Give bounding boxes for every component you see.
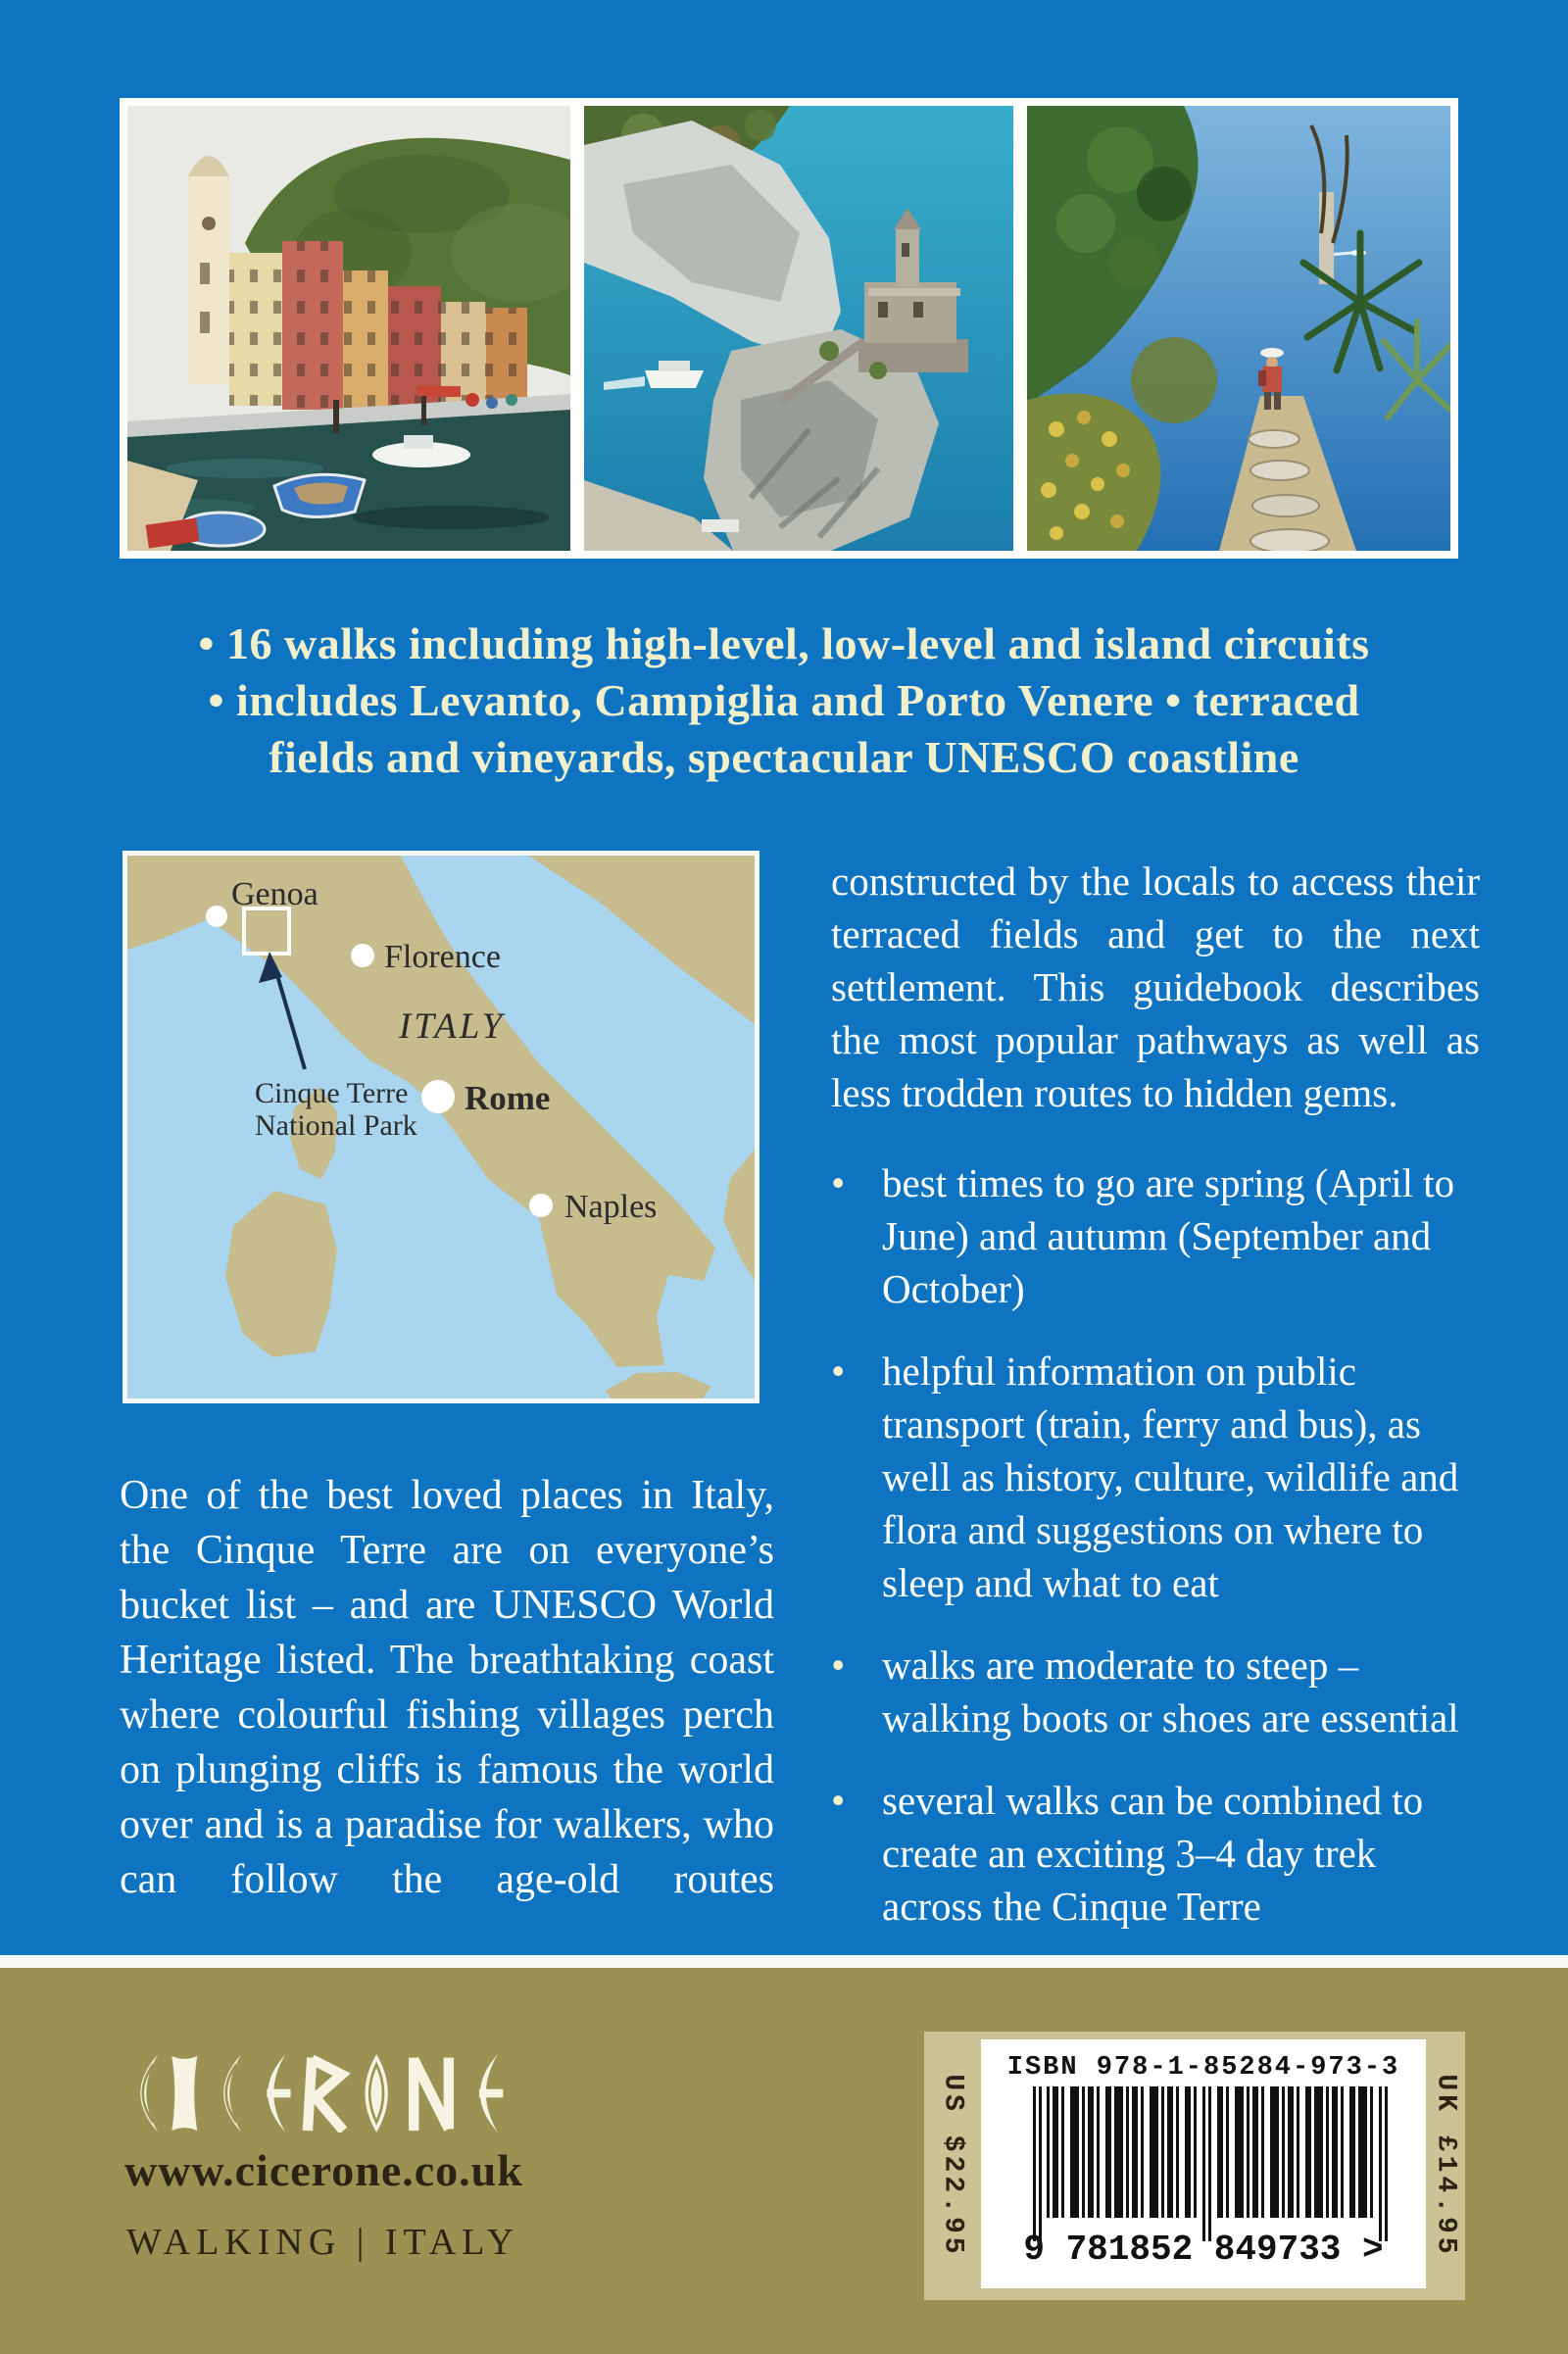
- park-label-line1: Cinque Terre: [255, 1077, 409, 1109]
- genoa-dot: [206, 906, 227, 927]
- cover-highlights: [118, 615, 1450, 786]
- feature-bullet: [831, 1774, 1480, 1933]
- barcode-digits: 9 781852 849733 >: [1023, 2230, 1384, 2267]
- bullet-icon: •: [831, 1160, 846, 1205]
- rome-dot: [421, 1080, 455, 1113]
- price-uk: UK £14.95: [1430, 2074, 1461, 2258]
- bullet-icon: •: [831, 1778, 846, 1823]
- footer-divider: [0, 1955, 1568, 1968]
- photo-coastal-path-hiker: [1027, 106, 1450, 551]
- bullet-icon: •: [831, 1643, 846, 1688]
- italy-locator-map: [122, 851, 760, 1403]
- barcode-panel: [981, 2039, 1426, 2288]
- price-strip-uk: [1426, 2032, 1465, 2300]
- highlight-line-3: fields and vineyards, spectacular UNESCO coastline: [269, 732, 1299, 782]
- florence-dot: [351, 944, 374, 967]
- highlight-line-2: • includes Levanto, Campiglia and Porto Venere • terraced: [208, 675, 1360, 725]
- rome-label: Rome: [465, 1079, 551, 1117]
- genoa-label: Genoa: [231, 876, 318, 912]
- publisher-url: www.cicerone.co.uk: [124, 2145, 523, 2195]
- photo-vernazza-harbour: [127, 106, 570, 551]
- naples-label: Naples: [564, 1189, 658, 1225]
- feature-bullet-list: [831, 1156, 1480, 1933]
- blurb-paragraph-left: One of the best loved places in Italy, the Cinque Terre are on everyone’s bucket list – and are UNESCO World Heritage listed. The breathtaking coast where colourful fishing villages perch on plunging cliffs is famous the world over and is a paradise for walkers, who can follow the age-old routes: [120, 1473, 774, 1902]
- ean-barcode: [1005, 2086, 1401, 2267]
- bullet-text: helpful information on public transport (train, ferry and bus), as well as history, culture, wildlife and flora and suggestions on where to sleep and what to eat: [882, 1349, 1459, 1605]
- highlight-line-1: • 16 walks including high-level, low-level and island circuits: [198, 618, 1370, 668]
- price-us: US $22.95: [937, 2074, 968, 2258]
- cicerone-logo-text: [0, 0, 1, 1]
- cicerone-logo-icon: [122, 2054, 505, 2133]
- series-category: WALKING | ITALY: [126, 2222, 520, 2263]
- right-column: [831, 855, 1480, 1933]
- blurb-paragraph-right: constructed by the locals to access their terraced fields and get to the next settlement. This guidebook describes the most popular pathways as well as less trodden routes to hidden gems.: [831, 858, 1480, 1115]
- bullet-text: walks are moderate to steep – walking boots or shoes are essential: [882, 1643, 1459, 1741]
- florence-label: Florence: [384, 939, 501, 975]
- bullet-text: several walks can be combined to create an exciting 3–4 day trek across the Cinque Terre: [882, 1778, 1424, 1929]
- photo-porto-venere: [584, 106, 1013, 551]
- naples-dot: [529, 1194, 553, 1217]
- isbn-number: ISBN 978-1-85284-973-3: [1006, 2053, 1400, 2083]
- feature-bullet: [831, 1345, 1480, 1609]
- photo-strip: [120, 98, 1458, 559]
- bullet-icon: •: [831, 1349, 846, 1394]
- price-strip-us: [924, 2032, 981, 2300]
- barcode-block: [924, 2032, 1465, 2300]
- feature-bullet: [831, 1639, 1480, 1744]
- park-label-line2: National Park: [255, 1109, 417, 1142]
- bullet-text: best times to go are spring (April to June) and autumn (September and October): [882, 1160, 1455, 1311]
- country-label: ITALY: [399, 1006, 506, 1047]
- feature-bullet: [831, 1156, 1480, 1315]
